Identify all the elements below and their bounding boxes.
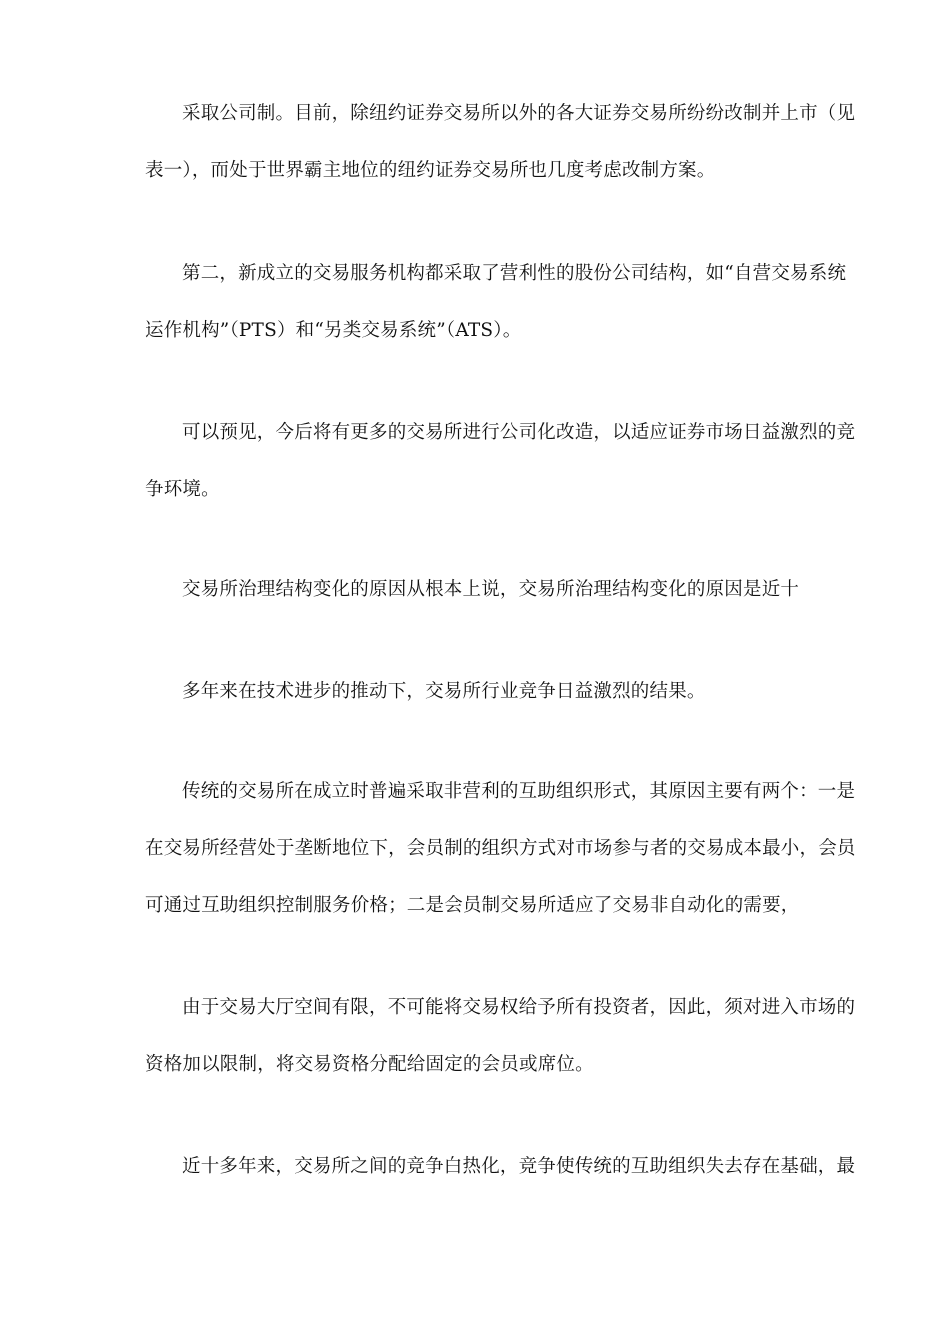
paragraph-7-line-1: 由于交易大厅空间有限，不可能将交易权给予所有投资者，因此，须对进入市场的 — [182, 997, 856, 1018]
paragraph-8-line-1: 近十多年来，交易所之间的竞争白热化，竞争使传统的互助组织失去存在基础，最 — [182, 1156, 856, 1177]
paragraph-6-line-1: 传统的交易所在成立时普遍采取非营利的互助组织形式，其原因主要有两个：一是 — [182, 781, 856, 802]
paragraph-7-line-2: 资格加以限制，将交易资格分配给固定的会员或席位。 — [145, 1054, 594, 1075]
paragraph-1-line-2: 表一），而处于世界霸主地位的纽约证券交易所也几度考虑改制方案。 — [145, 160, 716, 181]
paragraph-3-line-2: 争环境。 — [145, 479, 220, 500]
paragraph-5-line-1: 多年来在技术进步的推动下，交易所行业竞争日益激烈的结果。 — [182, 681, 706, 702]
paragraph-6-line-3: 可通过互助组织控制服务价格；二是会员制交易所适应了交易非自动化的需要， — [145, 895, 800, 916]
paragraph-6-line-2: 在交易所经营处于垄断地位下，会员制的组织方式对市场参与者的交易成本最小，会员 — [145, 838, 856, 859]
paragraph-1-line-1: 采取公司制。目前，除纽约证券交易所以外的各大证券交易所纷纷改制并上市（见 — [182, 103, 856, 124]
paragraph-4-line-1: 交易所治理结构变化的原因从根本上说，交易所治理结构变化的原因是近十 — [182, 579, 800, 600]
paragraph-2-line-2: 运作机构”（PTS）和“另类交易系统”（ATS）。 — [145, 320, 522, 341]
paragraph-2-line-1: 第二，新成立的交易服务机构都采取了营利性的股份公司结构，如“自营交易系统 — [182, 263, 847, 284]
paragraph-3-line-1: 可以预见，今后将有更多的交易所进行公司化改造，以适应证券市场日益激烈的竞 — [182, 422, 856, 443]
